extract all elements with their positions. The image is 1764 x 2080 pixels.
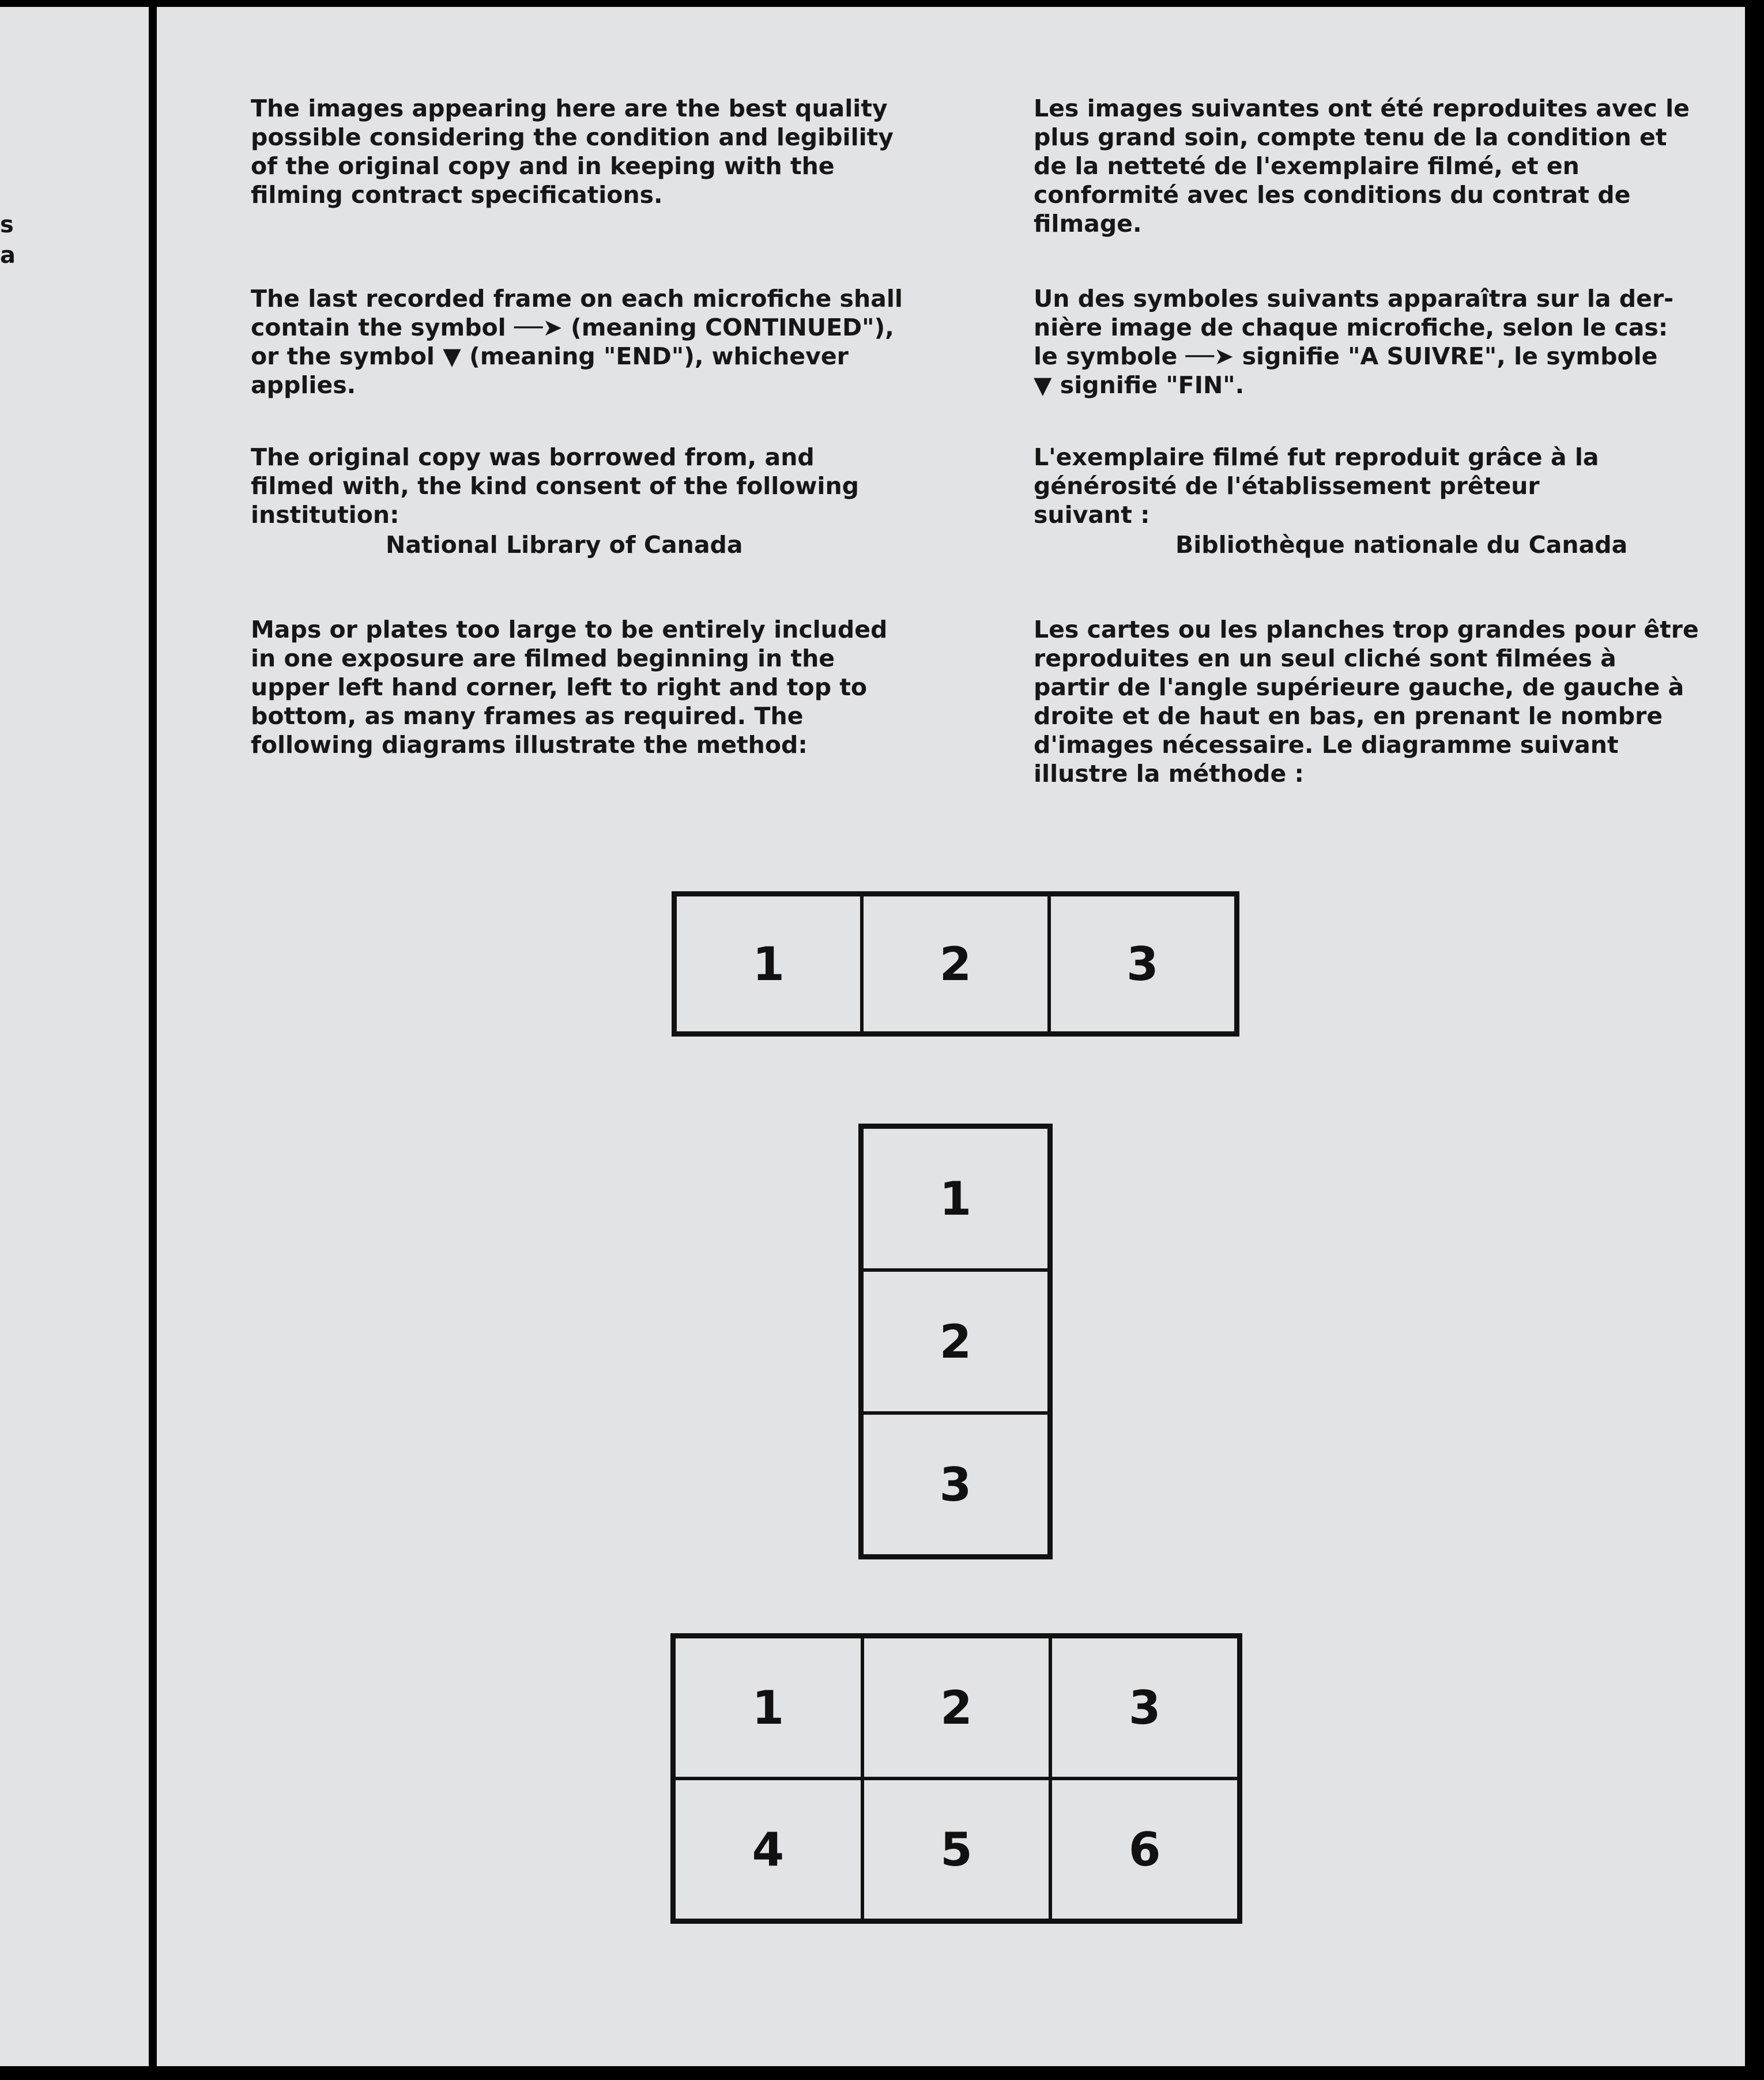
maps-notice-fr: Les cartes ou les planches trop grandes pour être reproduites en un seul cliché sont filmées à partir de l'angle supérieure gauche, de gauche à droite et de haut en bas, en prenant le nombre d'images nécessaire. Le diagramme suivant illustre la méthode : (1034, 616, 1699, 787)
frame-cell: 1 (674, 1637, 862, 1778)
frame-cell: 3 (862, 1413, 1049, 1556)
diagram-vertical (858, 1124, 1053, 1559)
source-notice-fr: L'exemplaire filmé fut reproduit grâce à la générosité de l'établissement prêteur suivant : (1034, 443, 1599, 529)
quality-notice-fr: Les images suivantes ont été reproduites avec le plus grand soin, compte tenu de la condition et de la netteté de l'exemplaire filmé, et en conformité avec les conditions du contrat de filmage. (1034, 95, 1690, 238)
source-notice-en: The original copy was borrowed from, and filmed with, the kind consent of the following institution: (251, 443, 859, 529)
frame-cell: 4 (674, 1778, 862, 1920)
frame-cell: 2 (862, 1637, 1051, 1778)
diagram-horizontal (672, 891, 1239, 1037)
institution-en: National Library of Canada (386, 531, 743, 559)
frame-cell: 1 (675, 895, 862, 1033)
notice-sheet (157, 7, 1745, 2066)
symbol-notice-fr: Un des symboles suivants apparaîtra sur la der- nière image de chaque microfiche, selon le cas: le symbole ──➤ signifie "A SUIVRE", le symbole ▼ signifie "FIN". (1034, 285, 1674, 399)
frame-cell: 3 (1050, 1637, 1239, 1778)
symbol-notice-en: The last recorded frame on each microfiche shall contain the symbol ──➤ (meaning CONTINUED"), or the symbol ▼ (meaning "END"), whichever applies. (251, 285, 903, 399)
diagram-grid (670, 1633, 1242, 1924)
institution-fr: Bibliothèque nationale du Canada (1175, 531, 1628, 559)
frame-cell: 6 (1050, 1778, 1239, 1920)
maps-notice-en: Maps or plates too large to be entirely included in one exposure are filmed beginning in the upper left hand corner, left to right and top to bottom, as many frames as required. The following diagrams illustrate the method: (251, 616, 888, 759)
frame-cell: 1 (862, 1127, 1049, 1270)
frame-cell: 3 (1049, 895, 1236, 1033)
previous-page-margin (0, 7, 149, 2066)
quality-notice-en: The images appearing here are the best quality possible considering the condition and legibility of the original copy and in keeping with the filming contract specifications. (251, 95, 894, 209)
frame-cell: 5 (862, 1778, 1051, 1920)
frame-cell: 2 (862, 895, 1049, 1033)
margin-fragment: a (0, 242, 16, 269)
frame-cell: 2 (862, 1270, 1049, 1413)
margin-fragment: s (0, 212, 14, 238)
